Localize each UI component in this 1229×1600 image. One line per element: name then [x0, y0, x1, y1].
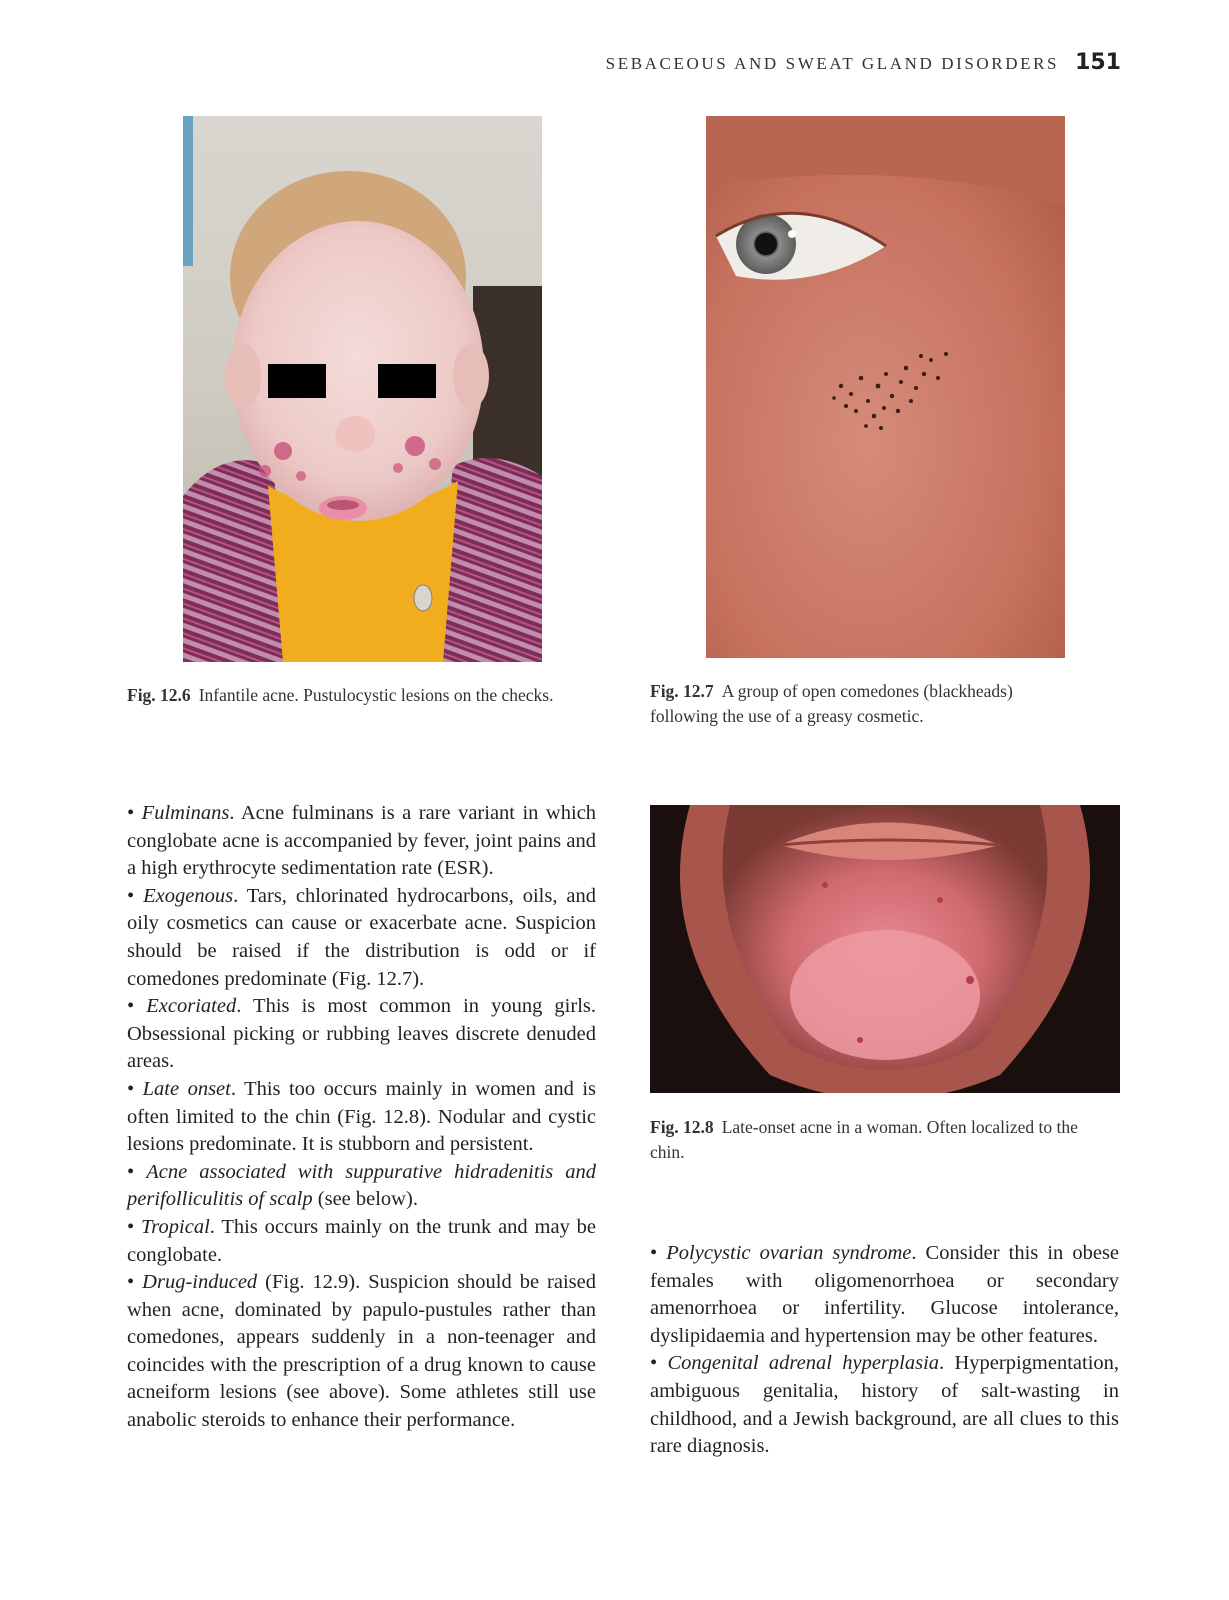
bullet: • — [127, 1215, 135, 1238]
caption-text: A group of open comedones (blackheads) following the use of a greasy cosmetic. — [650, 681, 1013, 726]
running-head — [606, 50, 1121, 75]
figure-label: Fig. 12.7 — [650, 681, 714, 701]
item-text: (Fig. 12.9). Suspicion should be raised when acne, dominated by papulo-pustules rather than comedones, appears suddenly in a non-teenager and coincides with the prescription of a drug known to cause acneiform lesions (see above). Some athletes still use anabolic steroids to enhance their performance. — [127, 1271, 597, 1432]
figure-label: Fig. 12.8 — [650, 1117, 714, 1137]
bullet: • — [127, 995, 135, 1018]
list-item — [127, 1159, 596, 1214]
list-item — [127, 800, 596, 883]
caption-text: Late-onset acne in a woman. Often localized to the chin. — [650, 1117, 1078, 1162]
right-text-column — [650, 1240, 1119, 1461]
item-text: . Acne fulminans is a rare variant in which conglobate acne is accompanied by fever, joint pains and a high erythrocyte sedimentation rate (ESR). — [127, 802, 596, 880]
item-text: . Hyperpigmentation, ambiguous genitalia, history of salt-wasting in childhood, and a Jewish background, are all clues to this rare diagnosis. — [650, 1352, 1120, 1458]
item-lead: Late onset — [142, 1077, 231, 1100]
list-item — [127, 883, 596, 993]
running-title: SEBACEOUS AND SWEAT GLAND DISORDERS — [605, 54, 1060, 73]
bullet: • — [127, 1077, 135, 1100]
item-lead: Polycystic ovarian syndrome — [666, 1242, 912, 1264]
infant-acne-photo — [183, 116, 542, 662]
list-item — [650, 1240, 1119, 1350]
bullet: • — [127, 1160, 135, 1183]
item-text: . Tars, chlorinated hydrocarbons, oils, and oily cosmetics can cause or exacerbate acne. Suspicion should be raised if the distribution is odd or if comedones predominate (Fig. 12.7). — [127, 884, 596, 990]
list-item — [127, 1076, 596, 1159]
comedones-photo — [706, 116, 1065, 658]
figure-12-7-photo — [706, 116, 1065, 658]
item-lead: Acne associated with suppurative hidradenitis and perifolliculitis of scalp — [127, 1160, 596, 1211]
list-item — [127, 1269, 596, 1435]
item-text: . This too occurs mainly in women and is often limited to the chin (Fig. 12.8). Nodular and cystic lesions predominate. It is stubborn and persistent. — [127, 1077, 596, 1156]
bullet: • — [127, 884, 135, 907]
list-item — [650, 1350, 1119, 1460]
figure-12-7-caption — [650, 679, 1080, 729]
figure-12-8-caption — [650, 1115, 1100, 1165]
list-item — [127, 993, 596, 1076]
bullet: • — [127, 1271, 135, 1294]
late-onset-acne-photo — [650, 805, 1120, 1093]
bullet: • — [127, 802, 135, 824]
item-lead: Tropical — [141, 1215, 210, 1238]
item-text: . This occurs mainly on the trunk and may be conglobate. — [127, 1215, 596, 1266]
item-text: (see below). — [312, 1188, 418, 1211]
page-number: 151 — [1075, 50, 1121, 75]
item-lead: Congenital adrenal hyperplasia — [667, 1352, 940, 1375]
caption-text: Infantile acne. Pustulocystic lesions on the checks. — [198, 685, 554, 705]
figure-12-8-photo — [650, 805, 1120, 1093]
item-lead: Exogenous — [143, 884, 234, 907]
item-lead: Excoriated — [146, 995, 237, 1018]
item-lead: Fulminans — [141, 802, 230, 824]
bullet: • — [650, 1242, 658, 1264]
item-lead: Drug-induced — [142, 1271, 258, 1294]
figure-label: Fig. 12.6 — [127, 685, 191, 705]
figure-12-6-photo — [183, 116, 542, 662]
list-item — [127, 1214, 596, 1269]
bullet: • — [650, 1352, 658, 1375]
item-text: . This is most common in young girls. Obsessional picking or rubbing leaves discrete denuded areas. — [127, 995, 597, 1073]
figure-12-6-caption — [127, 683, 597, 708]
item-text: . Consider this in obese females with oligomenorrhoea or secondary amenorrhoea or infertility. Glucose intolerance, dyslipidaemia and hypertension may be other features. — [650, 1242, 1120, 1347]
left-text-column — [127, 800, 596, 1435]
